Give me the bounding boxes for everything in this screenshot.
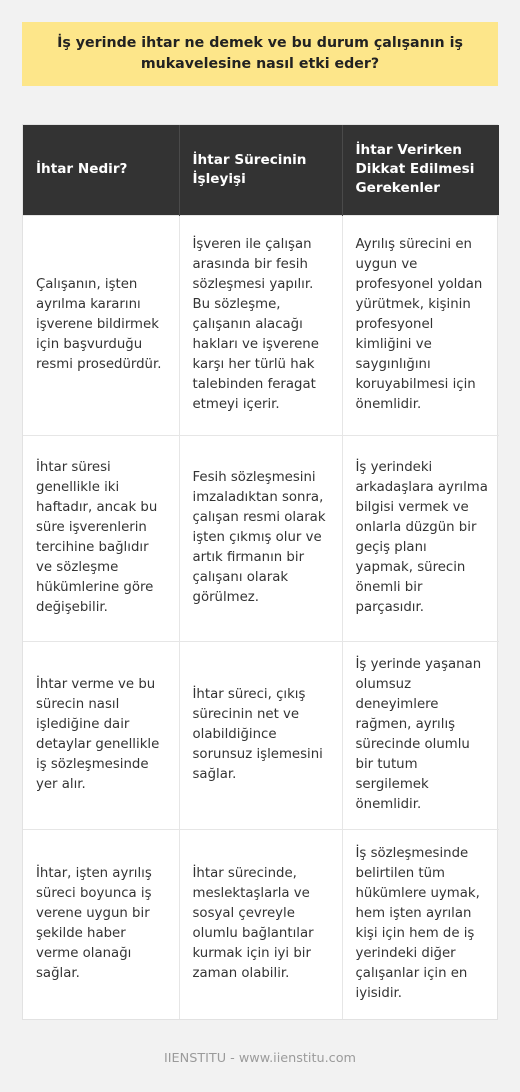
title-banner (22, 22, 498, 86)
header-row (23, 125, 499, 215)
table-row (23, 215, 499, 435)
table-cell: Fesih sözleşmesini imzaladıktan sonra, çalışan resmi olarak işten çıkmış olur ve artık firmanın bir çalışanı olarak görülmez. (179, 435, 342, 641)
table-cell: İş yerindeki arkadaşlara ayrılma bilgisi vermek ve onlarla düzgün bir geçiş planı yapmak, sürecin önemli bir parçasıdır. (342, 435, 499, 641)
comparison-table (22, 124, 498, 1020)
table-header (23, 125, 499, 215)
table-cell: İş sözleşmesinde belirtilen tüm hükümlere uymak, hem işten ayrılan kişi için hem de iş yerindeki diğer çalışanlar için en iyisidir. (342, 829, 499, 1019)
table-row (23, 641, 499, 829)
table-row (23, 435, 499, 641)
table-cell: İşveren ile çalışan arasında bir fesih sözleşmesi yapılır. Bu sözleşme, çalışanın alacağı hakları ve işverene karşı her türlü hak talebinden feragat etmeyi içerir. (179, 215, 342, 435)
table-cell: İhtar, işten ayrılış süreci boyunca iş verene uygun bir şekilde haber verme olanağı sağlar. (23, 829, 179, 1019)
table-row (23, 829, 499, 1019)
table-cell: İhtar verme ve bu sürecin nasıl işlediğine dair detaylar genellikle iş sözleşmesinde yer alır. (23, 641, 179, 829)
header-cell-considerations: İhtar Verirken Dikkat Edilmesi Gerekenler (342, 125, 499, 215)
table-cell: Çalışanın, işten ayrılma kararını işverene bildirmek için başvurduğu resmi prosedürdür. (23, 215, 179, 435)
table-cell: İhtar süreci, çıkış sürecinin net ve olabildiğince sorunsuz işlemesini sağlar. (179, 641, 342, 829)
footer-credit: IIENSTITU - www.iienstitu.com (163, 1051, 356, 1066)
table-cell: Ayrılış sürecini en uygun ve profesyonel yoldan yürütmek, kişinin profesyonel kimliğini ve saygınlığını koruyabilmesi için önemlidir. (342, 215, 499, 435)
table (23, 125, 499, 1019)
table-cell: İş yerinde yaşanan olumsuz deneyimlere rağmen, ayrılış sürecinde olumlu bir tutum sergilemek önemlidir. (342, 641, 499, 829)
page-title: İş yerinde ihtar ne demek ve bu durum çalışanın iş mukavelesine nasıl etki eder? (57, 35, 463, 72)
table-cell: İhtar sürecinde, meslektaşlarla ve sosyal çevreyle olumlu bağlantılar kurmak için iyi bir zaman olabilir. (179, 829, 342, 1019)
header-cell-what-is-warning: İhtar Nedir? (23, 125, 179, 215)
header-cell-warning-process: İhtar Sürecinin İşleyişi (179, 125, 342, 215)
table-body (23, 215, 499, 1019)
table-cell: İhtar süresi genellikle iki haftadır, ancak bu süre işverenlerin tercihine bağlıdır ve sözleşme hükümlerine göre değişebilir. (23, 435, 179, 641)
